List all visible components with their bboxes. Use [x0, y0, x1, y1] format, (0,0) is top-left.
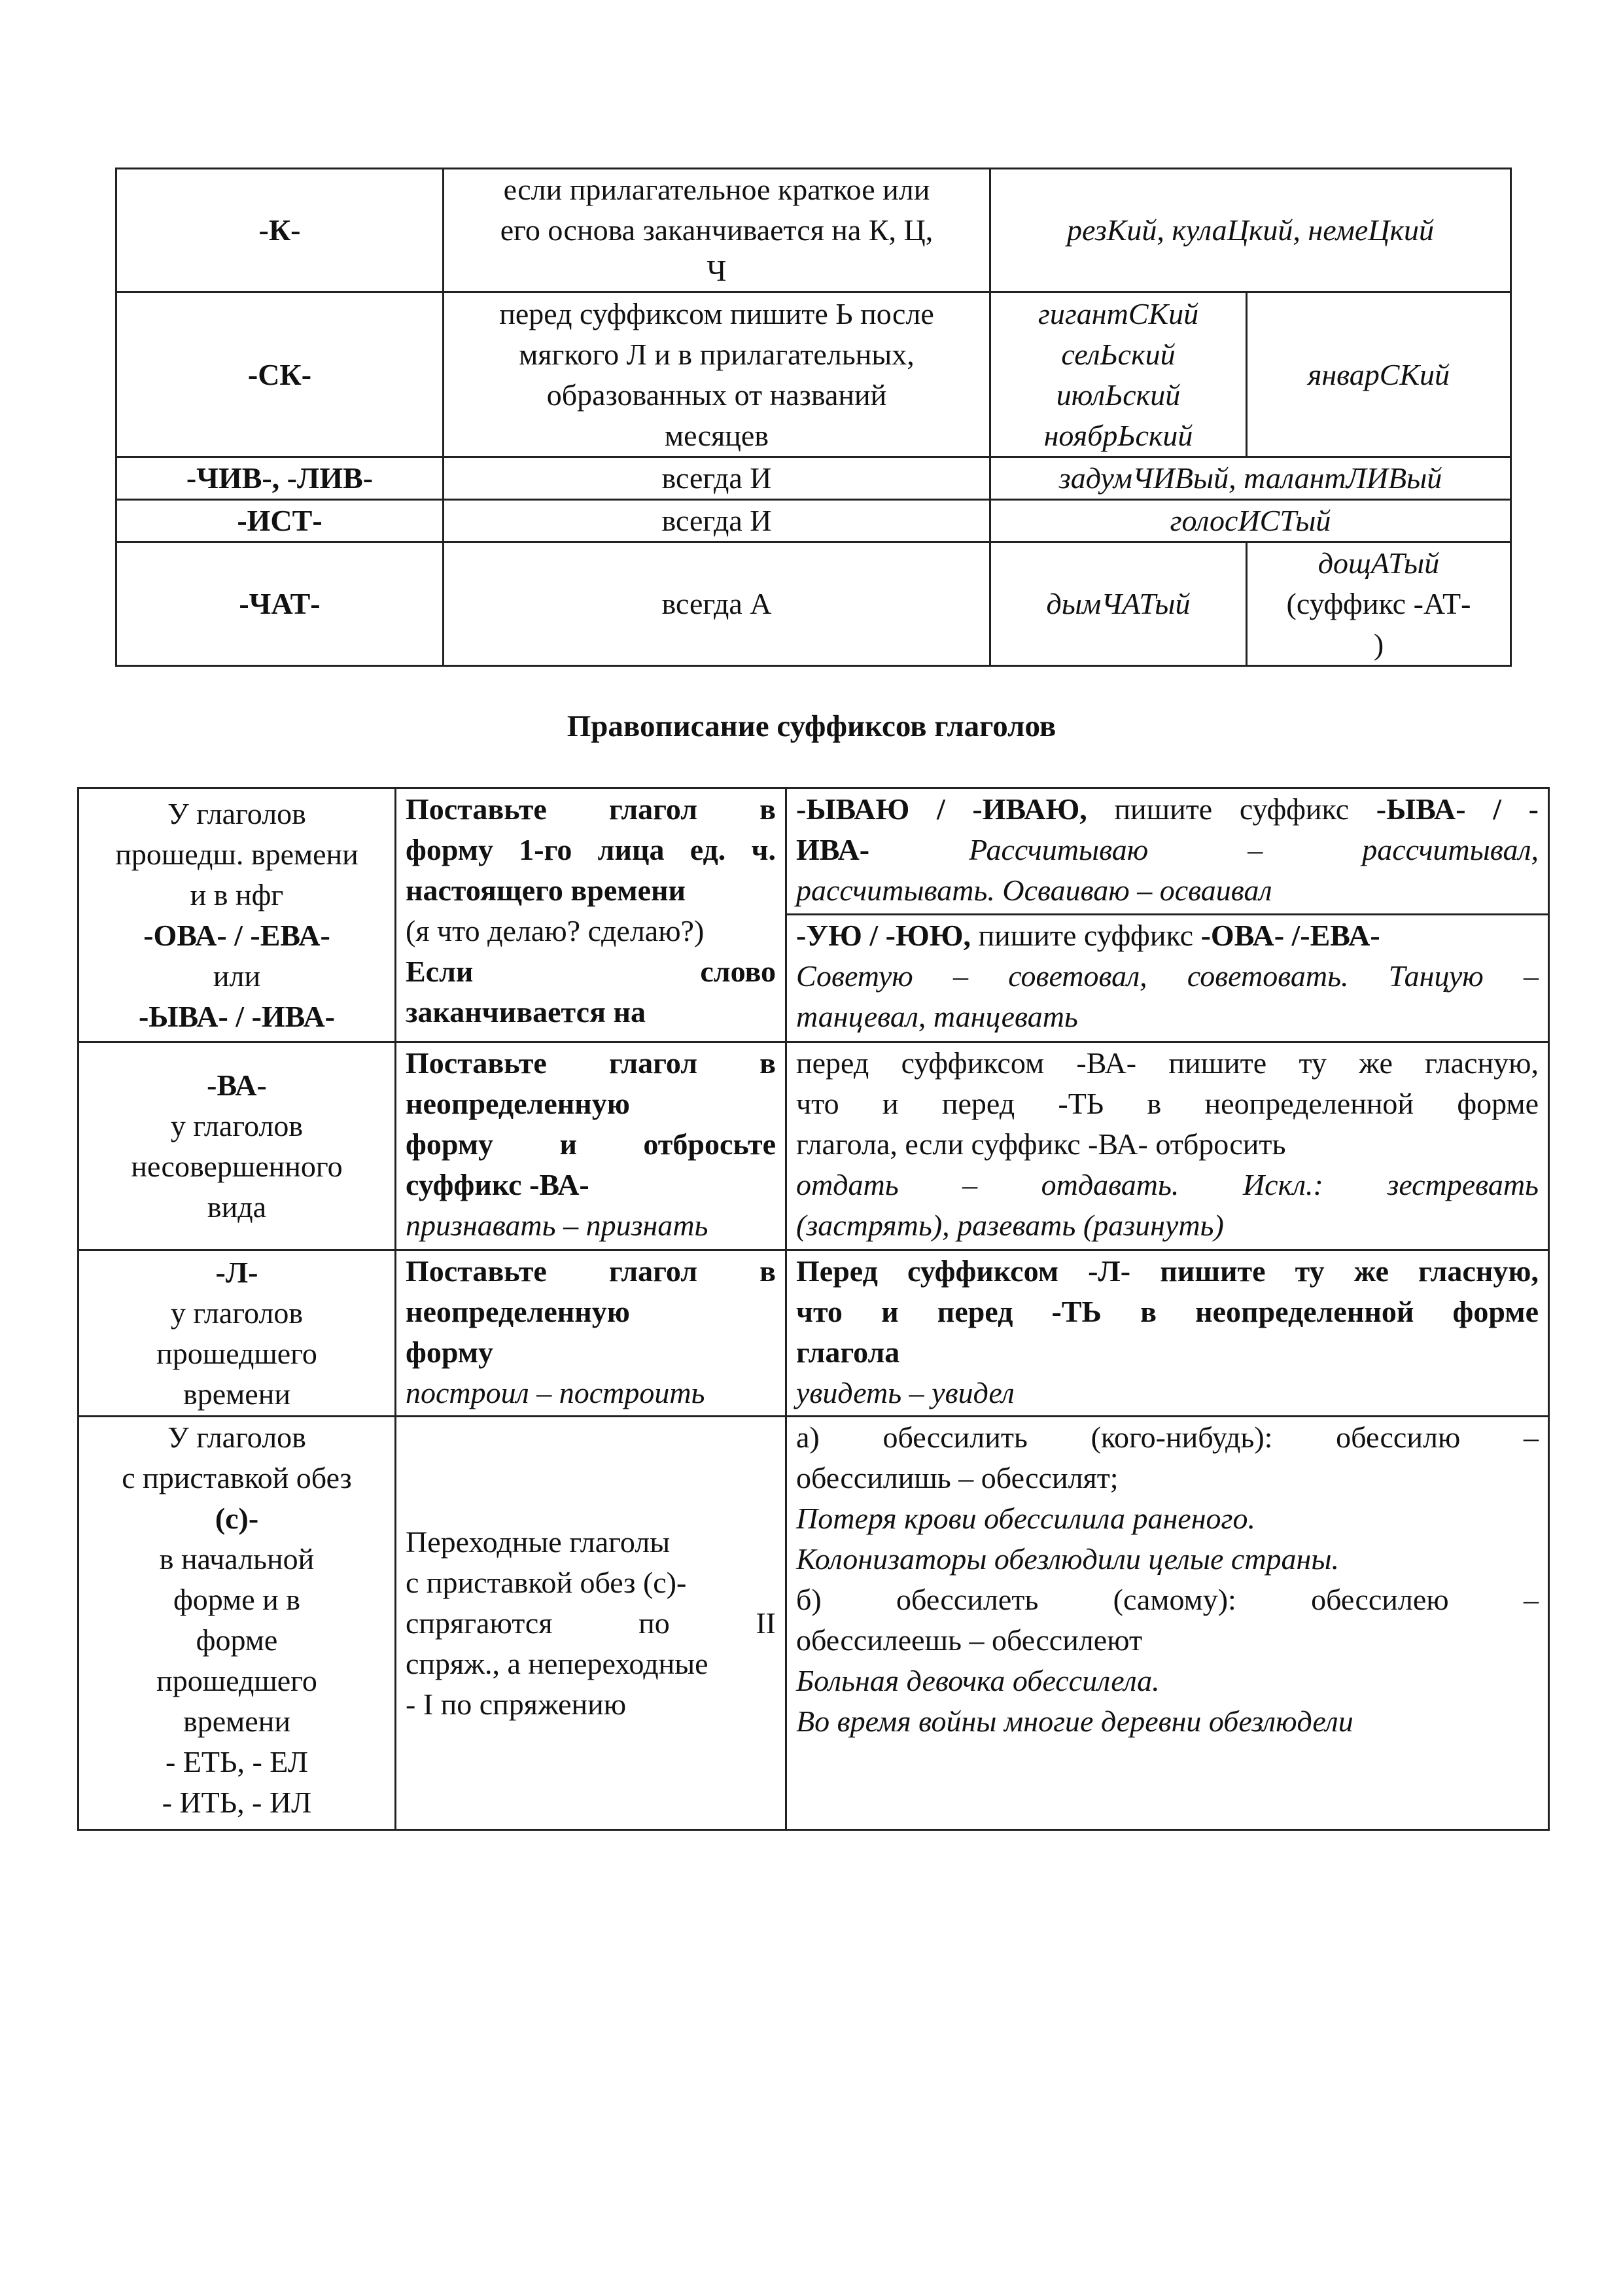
text-line: глагола, если суффикс -ВА- отбросить — [796, 1127, 1286, 1161]
text-line: вида — [207, 1190, 267, 1224]
text-line: с приставкой обез (с)- — [406, 1565, 687, 1599]
text-line: заканчивается на — [406, 995, 646, 1029]
text-line: а) обессилить (кого-нибудь): обессилю – — [796, 1421, 1539, 1454]
text-line: - ЕТЬ, - ЕЛ — [166, 1745, 308, 1778]
text-line: и в нфг — [190, 877, 284, 911]
table-row — [79, 1417, 1549, 1830]
example-line: (суффикс -АТ- — [1286, 587, 1471, 620]
text-line: У глаголов — [167, 1421, 306, 1454]
text-line: Советую – советовал, советовать. Танцую – — [796, 959, 1539, 993]
rule-line: образованных от названий — [546, 378, 887, 412]
example-line: дощАТый — [1318, 546, 1440, 580]
text-line: Потеря крови обессилила раненого. — [796, 1502, 1255, 1535]
text-line: У глаголов — [167, 796, 306, 830]
text-line: несовершенного — [131, 1149, 343, 1183]
example-cell: задумЧИВый, талантЛИВый — [990, 457, 1511, 500]
text-line: - ИТЬ, - ИЛ — [162, 1786, 312, 1819]
text-line: отдать – отдавать. Искл.: зестревать — [796, 1168, 1539, 1201]
text-line: танцевал, танцевать — [796, 1000, 1078, 1033]
text-line: увидеть – увидел — [796, 1376, 1015, 1409]
example-cell: январСКий — [1247, 292, 1511, 457]
text-line: спрягаются по II — [406, 1606, 776, 1640]
table-row — [116, 292, 1511, 457]
example-line: ) — [1373, 627, 1384, 661]
text-line: времени — [183, 1704, 290, 1738]
text-line: Переходные глаголы — [406, 1525, 671, 1559]
condition-cell — [79, 1042, 396, 1250]
suffix-cell: -ЧАТ- — [116, 542, 444, 666]
text-fragment: Рассчитываю – рассчитывал, — [969, 833, 1539, 866]
table-row — [79, 1250, 1549, 1417]
text-line: неопределенную — [406, 1295, 630, 1328]
text-line — [796, 789, 1539, 830]
text-line: у глаголов — [170, 1108, 304, 1142]
text-line: глагола — [796, 1335, 900, 1369]
text-fragment: пишите суффикс — [971, 919, 1201, 952]
table-row — [116, 169, 1511, 292]
text-line: настоящего времени — [406, 874, 686, 907]
rule-cell — [444, 169, 990, 292]
text-line: форме и в — [173, 1583, 300, 1616]
suffix-cell: -ЧИВ-, -ЛИВ- — [116, 457, 444, 500]
text-line — [796, 915, 1539, 956]
text-fragment: -УЮ / -ЮЮ, — [796, 919, 971, 952]
text-fragment: -ЫВАЮ / -ИВАЮ, — [796, 792, 1087, 826]
condition-cell — [79, 1417, 396, 1830]
rule-line: если прилагательное краткое или — [503, 173, 930, 206]
text-line: -ЫВА- / -ИВА- — [138, 999, 335, 1033]
method-cell — [396, 1042, 786, 1250]
text-line: неопределенную — [406, 1087, 630, 1120]
text-line: форму и отбросьте — [406, 1127, 776, 1161]
table-row — [116, 457, 1511, 500]
rule-line: Ч — [707, 254, 727, 287]
text-line: форме — [196, 1623, 278, 1657]
text-line: с приставкой обез — [122, 1461, 352, 1494]
text-line: прошедшего — [156, 1664, 317, 1697]
example-line: селЬский — [1061, 337, 1176, 371]
text-line: признавать – признать — [406, 1209, 708, 1242]
method-cell — [396, 788, 786, 1042]
rule-line: его основа заканчивается на К, Ц, — [500, 213, 934, 247]
verb-suffix-table — [77, 787, 1550, 1831]
text-line — [796, 830, 1539, 870]
text-line: спряж., а непереходные — [406, 1646, 708, 1680]
rule-cell — [786, 1417, 1549, 1830]
rule-cell — [786, 788, 1549, 1042]
text-line: Поставьте глагол в — [406, 792, 776, 826]
rule-subcell — [787, 915, 1548, 1037]
rule-cell — [786, 1042, 1549, 1250]
text-line: что и перед -ТЬ в неопределенной форме — [796, 1087, 1539, 1120]
text-line: перед суффиксом -ВА- пишите ту же гласную, — [796, 1046, 1539, 1080]
text-line: -Л- — [215, 1255, 258, 1289]
text-line: прошедшего — [156, 1336, 317, 1370]
condition-cell — [79, 1250, 396, 1417]
rule-cell: всегда И — [444, 457, 990, 500]
text-line: форму — [406, 1335, 494, 1369]
text-line: или — [213, 959, 261, 993]
table-row — [116, 542, 1511, 666]
text-line: - I по спряжению — [406, 1687, 627, 1721]
text-line: обессилишь – обессилят; — [796, 1461, 1119, 1494]
example-cell: голосИСТый — [990, 500, 1511, 542]
text-line: форму 1-го лица ед. ч. — [406, 833, 776, 866]
text-line: (застрять), разевать (разинуть) — [796, 1209, 1224, 1242]
rule-cell: всегда А — [444, 542, 990, 666]
text-line: что и перед -ТЬ в неопределенной форме — [796, 1295, 1539, 1328]
method-cell — [396, 1250, 786, 1417]
text-fragment: ИВА- — [796, 833, 870, 866]
example-cell: резКий, кулаЦкий, немеЦкий — [990, 169, 1511, 292]
text-line: обессилеешь – обессилеют — [796, 1623, 1143, 1657]
table-row — [116, 500, 1511, 542]
text-line: Если слово — [406, 955, 776, 988]
text-line: Во время войны многие деревни обезлюдели — [796, 1704, 1353, 1738]
table-row — [79, 1042, 1549, 1250]
text-line: -ВА- — [207, 1068, 267, 1102]
text-line: у глаголов — [170, 1296, 304, 1330]
text-line: прошедш. времени — [115, 837, 358, 871]
example-cell — [1247, 542, 1511, 666]
text-line: времени — [183, 1377, 290, 1411]
text-line: рассчитывать. Осваиваю – осваивал — [796, 874, 1272, 907]
method-cell — [396, 1417, 786, 1830]
text-fragment: -ОВА- /-ЕВА- — [1200, 919, 1380, 952]
rule-line: мягкого Л и в прилагательных, — [519, 337, 915, 371]
text-line: в начальной — [159, 1542, 315, 1576]
text-line: Перед суффиксом -Л- пишите ту же гласную, — [796, 1254, 1539, 1288]
text-line: Колонизаторы обезлюдили целые страны. — [796, 1542, 1340, 1576]
table-row — [79, 788, 1549, 1042]
example-line: июлЬский — [1056, 378, 1181, 412]
rule-line: месяцев — [664, 418, 769, 452]
text-line: Больная девочка обессилела. — [796, 1664, 1160, 1697]
text-line: (я что делаю? сделаю?) — [406, 914, 705, 947]
example-cell: дымЧАТый — [990, 542, 1247, 666]
condition-cell — [79, 788, 396, 1042]
adjective-suffix-table — [115, 168, 1512, 667]
section-heading: Правописание суффиксов глаголов — [567, 709, 1056, 743]
rule-subcell — [787, 789, 1548, 915]
text-line: суффикс -ВА- — [406, 1168, 589, 1201]
text-fragment: -ЫВА- / - — [1376, 792, 1539, 826]
rule-cell: всегда И — [444, 500, 990, 542]
example-line: ноябрЬский — [1043, 418, 1193, 452]
rule-cell — [786, 1250, 1549, 1417]
text-line: построил – построить — [406, 1376, 705, 1409]
suffix-cell: -ИСТ- — [116, 500, 444, 542]
text-line: -ОВА- / -ЕВА- — [143, 918, 330, 952]
rule-line: перед суффиксом пишите Ь после — [499, 296, 934, 330]
text-line: Поставьте глагол в — [406, 1254, 776, 1288]
suffix-cell: -К- — [116, 169, 444, 292]
text-fragment: пишите суффикс — [1087, 792, 1376, 826]
rule-cell — [444, 292, 990, 457]
example-cell — [990, 292, 1247, 457]
text-line: (с)- — [215, 1502, 259, 1535]
text-line: Поставьте глагол в — [406, 1046, 776, 1080]
example-line: гигантСКий — [1038, 296, 1199, 330]
text-line: б) обессилеть (самому): обессилею – — [796, 1583, 1539, 1616]
suffix-cell: -СК- — [116, 292, 444, 457]
